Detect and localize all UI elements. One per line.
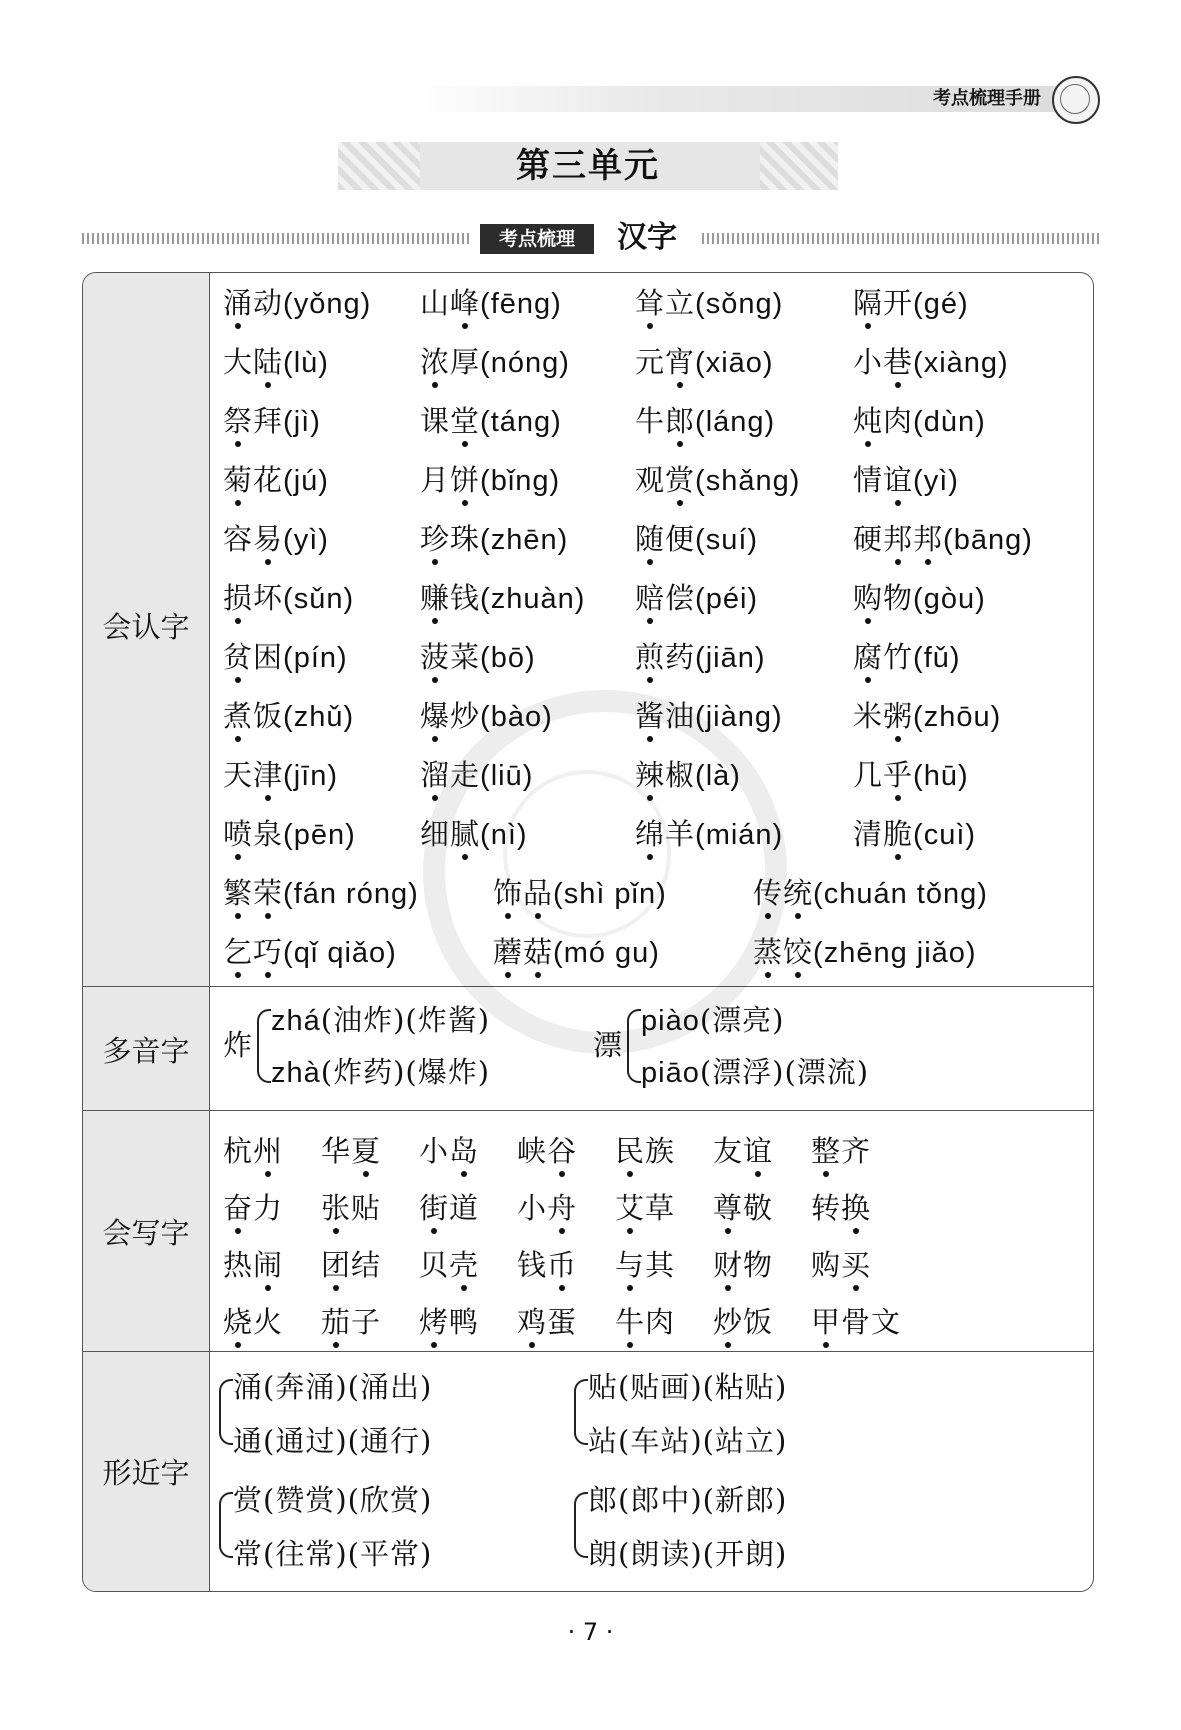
write-word: 街道 [419, 1188, 479, 1228]
polyphonic-line: zhà(炸药)(爆炸) [271, 1055, 491, 1089]
brace-icon [219, 1492, 233, 1558]
similar-char-line: 通(通过)(通行) [233, 1424, 433, 1458]
recognize-item: 观赏(shǎng) [635, 460, 800, 501]
write-word: 民族 [615, 1131, 675, 1171]
row-divider [83, 1351, 1093, 1352]
recognize-item: 赚钱(zhuàn) [420, 578, 585, 619]
seal-logo-icon [1052, 76, 1100, 124]
similar-char-line: 涌(奔涌)(涌出) [233, 1370, 433, 1404]
recognize-item: 细腻(nì) [420, 814, 528, 855]
brace-icon [574, 1492, 588, 1558]
row-label-write: 会写字 [102, 1216, 190, 1250]
write-word: 峡谷 [517, 1131, 577, 1171]
dashed-rule-left [82, 233, 472, 244]
write-word: 友谊 [713, 1131, 773, 1171]
write-word: 贝壳 [419, 1245, 479, 1285]
similar-char-line: 常(往常)(平常) [233, 1537, 433, 1571]
write-word: 张贴 [321, 1188, 381, 1228]
watermark-portrait [503, 770, 671, 938]
recognize-item: 情谊(yì) [853, 460, 959, 501]
write-word: 团结 [321, 1245, 381, 1285]
recognize-item: 牛郎(láng) [635, 401, 775, 442]
recognize-item: 容易(yì) [223, 519, 329, 560]
recognize-item: 煮饭(zhǔ) [223, 696, 354, 737]
recognize-item: 蒸饺(zhēng jiǎo) [753, 932, 977, 973]
write-word: 甲骨文 [811, 1302, 901, 1342]
recognize-item: 绵羊(mián) [635, 814, 783, 855]
write-word: 钱币 [517, 1245, 577, 1285]
page-number: · 7 · [567, 1618, 614, 1646]
row-label-polyphonic: 多音字 [102, 1034, 190, 1068]
write-word: 小舟 [517, 1188, 577, 1228]
write-word: 鸡蛋 [517, 1302, 577, 1342]
write-word: 烧火 [223, 1302, 283, 1342]
brace-icon [219, 1379, 233, 1445]
recognize-item: 耸立(sǒng) [635, 283, 783, 324]
recognize-item: 腐竹(fǔ) [853, 637, 961, 678]
write-word: 财物 [713, 1245, 773, 1285]
header-title: 考点梳理手册 [933, 88, 1041, 109]
write-word: 与其 [615, 1245, 675, 1285]
recognize-item: 繁荣(fán róng) [223, 873, 419, 914]
row-divider [83, 1110, 1093, 1111]
write-word: 杭州 [223, 1131, 283, 1171]
recognize-item: 祭拜(jì) [223, 401, 321, 442]
write-word: 华夏 [321, 1131, 381, 1171]
write-word: 奋力 [223, 1188, 283, 1228]
write-word: 尊敬 [713, 1188, 773, 1228]
recognize-item: 珍珠(zhēn) [420, 519, 568, 560]
recognize-item: 菠菜(bō) [420, 637, 536, 678]
recognize-item: 浓厚(nóng) [420, 342, 570, 383]
recognize-item: 米粥(zhōu) [853, 696, 1001, 737]
brace-icon [257, 1009, 271, 1083]
write-word: 烤鸭 [419, 1302, 479, 1342]
recognize-item: 酱油(jiàng) [635, 696, 783, 737]
recognize-item: 硬邦邦(bāng) [853, 519, 1033, 560]
similar-char-line: 赏(赞赏)(欣赏) [233, 1483, 433, 1517]
label-column [83, 273, 210, 1591]
polyphonic-line: piào(漂亮) [641, 1003, 785, 1037]
recognize-item: 大陆(lù) [223, 342, 329, 383]
recognize-item: 煎药(jiān) [635, 637, 766, 678]
unit-title: 第三单元 [516, 146, 660, 186]
recognize-item: 传统(chuán tǒng) [753, 873, 988, 914]
recognize-item: 损坏(sǔn) [223, 578, 354, 619]
write-word: 转换 [811, 1188, 871, 1228]
brace-icon [574, 1379, 588, 1445]
write-word: 购买 [811, 1245, 871, 1285]
recognize-item: 炖肉(dùn) [853, 401, 986, 442]
section-title: 汉字 [617, 220, 677, 255]
similar-char-line: 贴(贴画)(粘贴) [588, 1370, 788, 1404]
recognize-item: 爆炒(bào) [420, 696, 553, 737]
write-word: 小岛 [419, 1131, 479, 1171]
row-label-similar: 形近字 [102, 1456, 190, 1490]
recognize-item: 蘑菇(mó gu) [493, 932, 660, 973]
recognize-item: 清脆(cuì) [853, 814, 976, 855]
recognize-item: 乞巧(qǐ qiǎo) [223, 932, 397, 973]
recognize-item: 辣椒(là) [635, 755, 741, 796]
recognize-item: 饰品(shì pǐn) [493, 873, 667, 914]
recognize-item: 课堂(táng) [420, 401, 562, 442]
recognize-item: 元宵(xiāo) [635, 342, 774, 383]
recognize-item: 随便(suí) [635, 519, 758, 560]
recognize-item: 菊花(jú) [223, 460, 329, 501]
write-word: 茄子 [321, 1302, 381, 1342]
recognize-item: 赔偿(péi) [635, 578, 758, 619]
polyphonic-char: 漂 [593, 1028, 624, 1062]
write-word: 整齐 [811, 1131, 871, 1171]
recognize-item: 购物(gòu) [853, 578, 986, 619]
polyphonic-char: 炸 [223, 1028, 254, 1062]
recognize-item: 几乎(hū) [853, 755, 969, 796]
similar-char-line: 郎(郎中)(新郎) [588, 1483, 788, 1517]
recognize-item: 贫困(pín) [223, 637, 348, 678]
polyphonic-line: zhá(油炸)(炸酱) [271, 1003, 491, 1037]
row-label-recognize: 会认字 [102, 610, 190, 644]
write-word: 热闹 [223, 1245, 283, 1285]
section-tag: 考点梳理 [480, 224, 594, 254]
similar-char-line: 朗(朗读)(开朗) [588, 1537, 788, 1571]
write-word: 艾草 [615, 1188, 675, 1228]
dashed-rule-right [702, 233, 1102, 244]
recognize-item: 隔开(gé) [853, 283, 969, 324]
similar-char-line: 站(车站)(站立) [588, 1424, 788, 1458]
recognize-item: 月饼(bǐng) [420, 460, 560, 501]
recognize-item: 涌动(yǒng) [223, 283, 371, 324]
polyphonic-line: piāo(漂浮)(漂流) [641, 1055, 870, 1089]
recognize-item: 小巷(xiàng) [853, 342, 1009, 383]
section-heading [82, 220, 1102, 255]
write-word: 炒饭 [713, 1302, 773, 1342]
recognize-item: 溜走(liū) [420, 755, 533, 796]
write-word: 牛肉 [615, 1302, 675, 1342]
recognize-item: 天津(jīn) [223, 755, 338, 796]
recognize-item: 喷泉(pēn) [223, 814, 356, 855]
recognize-item: 山峰(fēng) [420, 283, 562, 324]
